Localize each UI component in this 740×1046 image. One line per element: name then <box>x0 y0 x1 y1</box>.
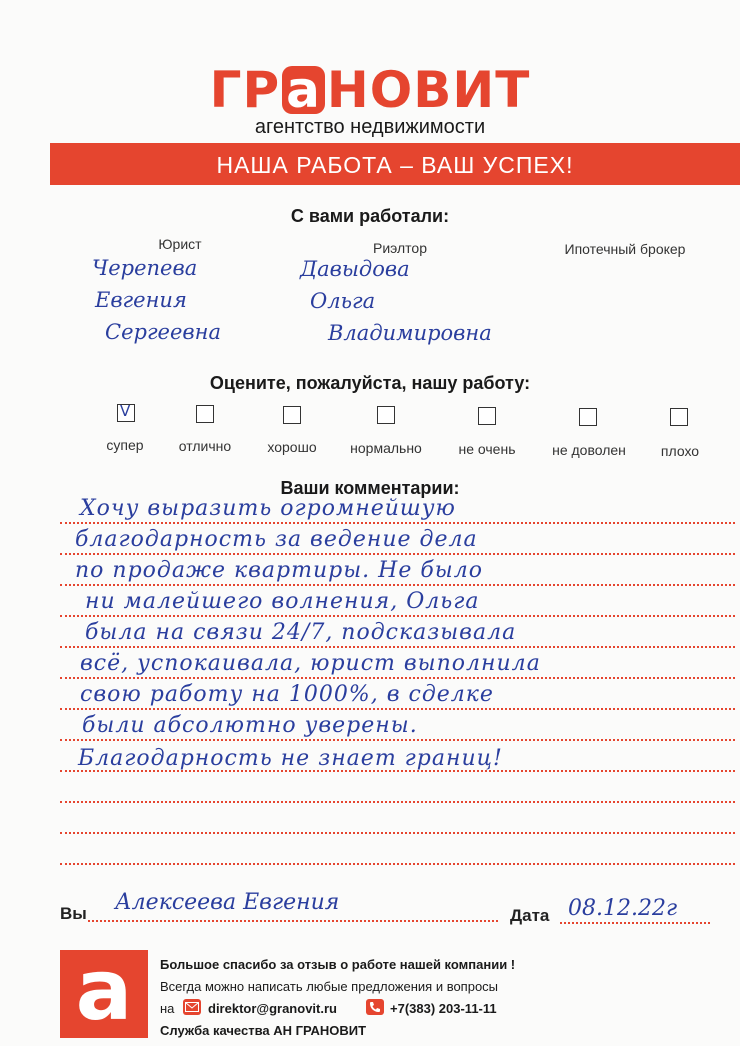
comment-line: Хочу выразить огромнейшую <box>80 496 456 521</box>
comment-line: свою работу на 1000%, в сделке <box>80 682 494 707</box>
footer-note: Всегда можно написать любые предложения и вопросы <box>160 979 499 994</box>
checkbox-super[interactable] <box>117 404 135 422</box>
you-label: Вы <box>60 904 87 923</box>
footer-prefix: на <box>160 1001 175 1016</box>
footer-phone[interactable]: +7(383) 203-11-11 <box>390 1001 497 1016</box>
label-normal: нормально <box>350 440 422 456</box>
realtor-name: Ольга <box>310 289 376 313</box>
staff-title: С вами работали: <box>290 206 450 226</box>
comment-line-rule <box>60 863 735 865</box>
brand-logo <box>0 62 740 118</box>
role-realtor: Риэлтор <box>373 240 427 256</box>
footer-thanks: Большое спасибо за отзыв о работе нашей компании ! <box>160 957 516 972</box>
comment-line-rule <box>60 584 735 586</box>
checkbox-bad[interactable] <box>670 408 688 426</box>
banner-slogan: НАША РАБОТА – ВАШ УСПЕХ! <box>216 152 574 178</box>
comment-line: ни малейшего волнения, Ольга <box>85 589 480 614</box>
comment-line: были абсолютно уверены. <box>82 713 418 738</box>
label-not-really: не очень <box>458 441 516 457</box>
label-bad: плохо <box>660 443 700 459</box>
phone-icon <box>366 999 384 1015</box>
logo-text-start: ГР <box>209 61 281 119</box>
footer-logo <box>60 941 148 1039</box>
checkbox-dissatisfied[interactable] <box>579 408 597 426</box>
comment-line-rule <box>60 553 735 555</box>
lawyer-name: Евгения <box>95 288 187 312</box>
you-line <box>88 920 498 922</box>
checkbox-normal[interactable] <box>377 406 395 424</box>
logo-boxed-letter: а <box>282 66 325 114</box>
comment-line-rule <box>60 646 735 648</box>
date-value: 08.12.22г <box>568 896 678 921</box>
lawyer-surname: Черепева <box>92 256 198 280</box>
envelope-icon <box>183 999 201 1015</box>
rating-title: Оцените, пожалуйста, нашу работу: <box>209 373 531 393</box>
comment-line-rule <box>60 708 735 710</box>
date-label: Дата <box>510 906 550 925</box>
label-dissatisfied: не доволен <box>552 442 626 458</box>
comment-line: Благодарность не знает границ! <box>78 746 503 771</box>
role-lawyer: Юрист <box>158 236 202 252</box>
role-mortgage-broker: Ипотечный брокер <box>564 241 686 257</box>
date-line <box>560 922 710 924</box>
lawyer-patronymic: Сергеевна <box>105 320 221 344</box>
realtor-patronymic: Владимировна <box>328 321 492 345</box>
you-value: Алексеева Евгения <box>115 890 340 915</box>
comment-line-rule <box>60 832 735 834</box>
comment-line-rule <box>60 522 735 524</box>
comment-line-rule <box>60 739 735 741</box>
checkbox-excellent[interactable] <box>196 405 214 423</box>
comment-line-rule <box>60 801 735 803</box>
realtor-surname: Давыдова <box>300 257 410 281</box>
label-good: хорошо <box>267 439 317 455</box>
checkbox-good[interactable] <box>283 406 301 424</box>
comment-line: была на связи 24/7, подсказывала <box>85 620 517 645</box>
label-excellent: отлично <box>178 438 232 454</box>
label-super: супер <box>106 437 144 453</box>
tagline: агентство недвижимости <box>254 116 486 138</box>
comment-line: благодарность за ведение дела <box>75 527 478 552</box>
comment-line-rule <box>60 677 735 679</box>
comment-line: по продаже квартиры. Не было <box>75 558 483 583</box>
comment-line-rule <box>60 615 735 617</box>
comments-title: Ваши комментарии: <box>280 478 460 498</box>
checkbox-not-really[interactable] <box>478 407 496 425</box>
logo-text-end: НОВИТ <box>326 61 531 119</box>
footer-service: Служба качества АН ГРАНОВИТ <box>160 1023 367 1038</box>
comment-line: всё, успокаивала, юрист выполнила <box>80 651 541 676</box>
check-mark: V <box>120 402 131 420</box>
footer-email[interactable]: direktor@granovit.ru <box>208 1001 337 1016</box>
footer-logo-letter: а <box>75 941 133 1039</box>
